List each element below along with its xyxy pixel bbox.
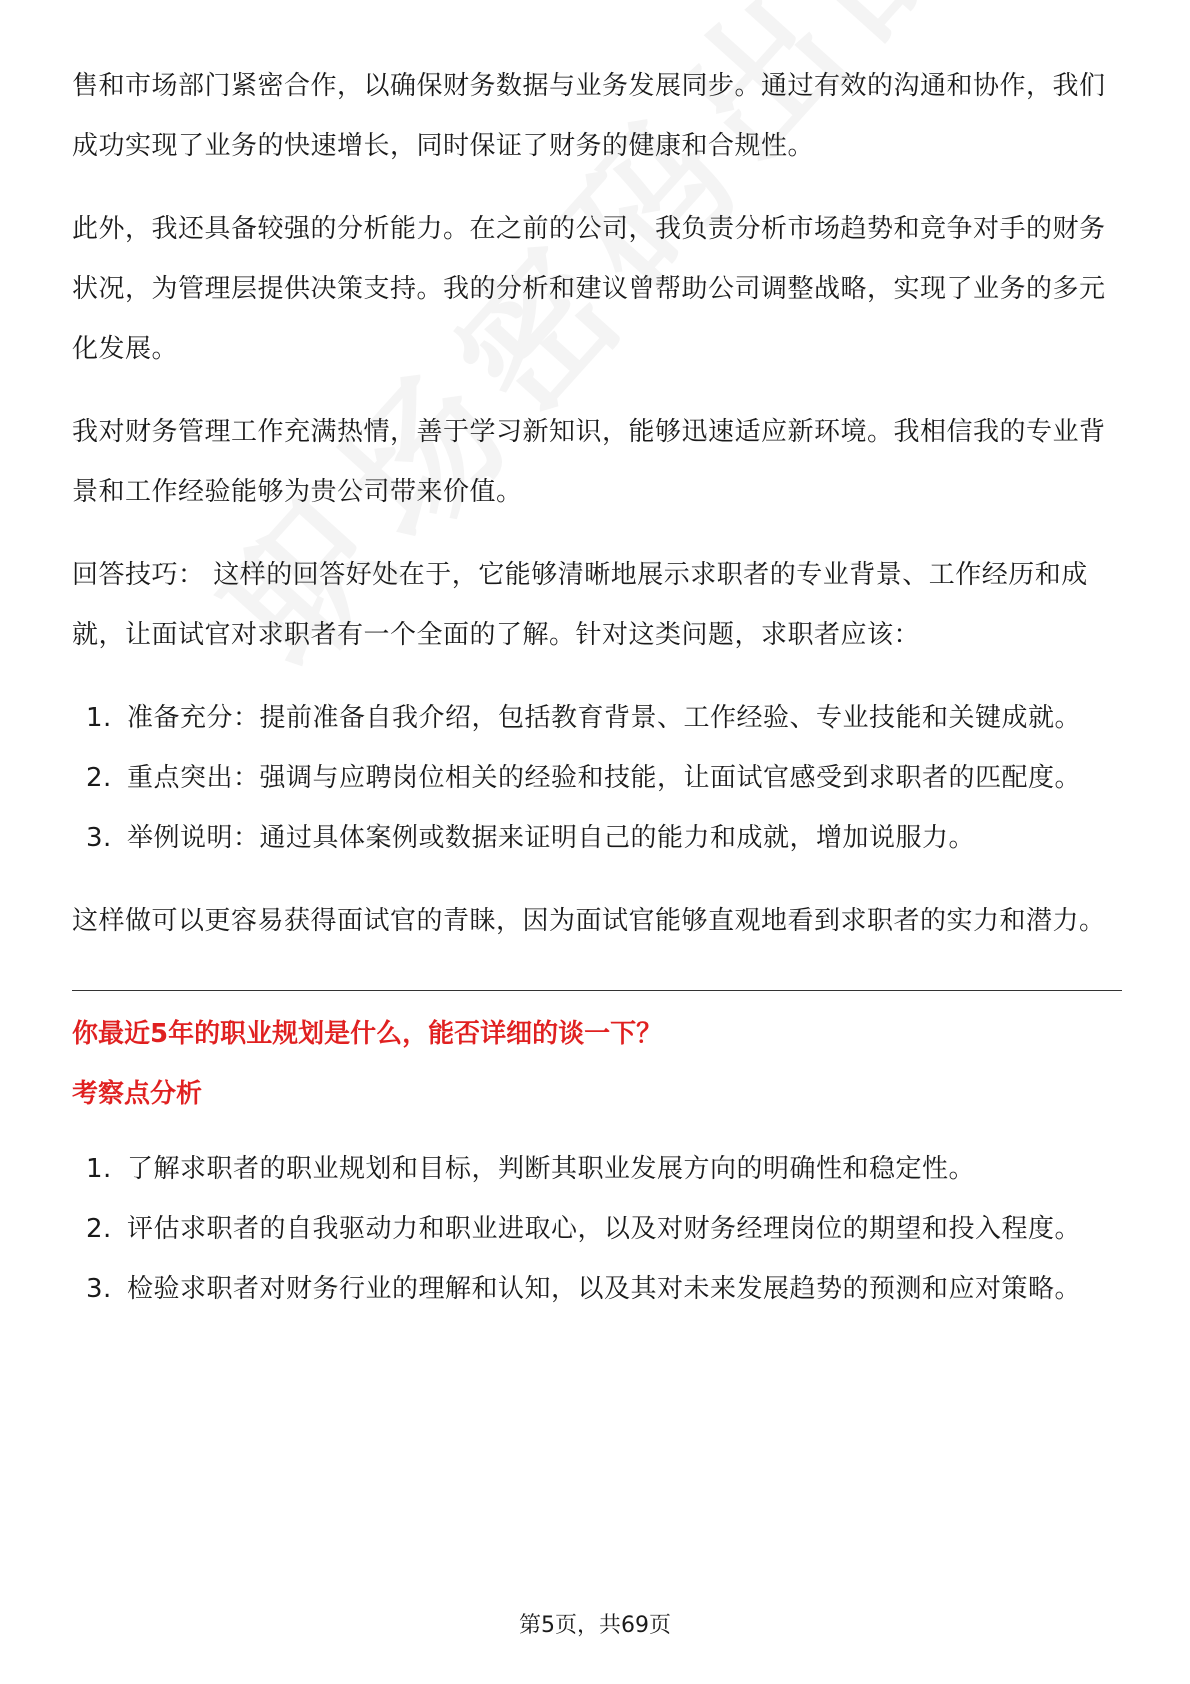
list-item: [72, 1139, 1122, 1199]
paragraph-analysis-ability: 此外，我还具备较强的分析能力。在之前的公司，我负责分析市场趋势和竞争对手的财务状况，为管理层提供决策支持。我的分析和建议曾帮助公司调整战略，实现了业务的多元化发展。: [72, 214, 1106, 364]
closing-paragraph: 这样做可以更容易获得面试官的青睐，因为面试官能够直观地看到求职者的实力和潜力。: [72, 906, 1106, 936]
list-number: 3.: [86, 823, 112, 853]
paragraph-passion: 我对财务管理工作充满热情，善于学习新知识，能够迅速适应新环境。我相信我的专业背景和工作经验能够为贵公司带来价值。: [72, 417, 1106, 507]
list-number: 1.: [86, 703, 112, 733]
list-item: [72, 1259, 1122, 1319]
list-item-text: 准备充分：提前准备自我介绍，包括教育背景、工作经验、专业技能和关键成就。: [127, 703, 1082, 733]
list-item-text: 了解求职者的职业规划和目标，判断其职业发展方向的明确性和稳定性。: [127, 1154, 976, 1184]
tips-list: [72, 688, 1122, 868]
list-item-text: 评估求职者的自我驱动力和职业进取心，以及对财务经理岗位的期望和投入程度。: [127, 1214, 1082, 1244]
page-footer: 第5页，共69页: [519, 1613, 671, 1638]
list-number: 2.: [86, 1214, 112, 1244]
analysis-title: 考察点分析: [72, 1079, 203, 1109]
interview-question: 你最近5年的职业规划是什么，能否详细的谈一下？: [72, 1019, 663, 1049]
list-number: 1.: [86, 1154, 112, 1184]
list-item-text: 检验求职者对财务行业的理解和认知，以及其对未来发展趋势的预测和应对策略。: [127, 1274, 1082, 1304]
list-item: [72, 808, 1122, 868]
paragraph-collaboration: 售和市场部门紧密合作，以确保财务数据与业务发展同步。通过有效的沟通和协作，我们成功实现了业务的快速增长，同时保证了财务的健康和合规性。: [72, 71, 1106, 161]
list-item-text: 举例说明：通过具体案例或数据来证明自己的能力和成就，增加说服力。: [127, 823, 976, 853]
paragraph-answer-tips: 回答技巧： 这样的回答好处在于，它能够清晰地展示求职者的专业背景、工作经历和成就，让面试官对求职者有一个全面的了解。针对这类问题，求职者应该：: [72, 560, 1088, 650]
page-content: [72, 56, 1122, 1342]
list-item: [72, 748, 1122, 808]
list-item-text: 重点突出：强调与应聘岗位相关的经验和技能，让面试官感受到求职者的匹配度。: [127, 763, 1082, 793]
list-number: 2.: [86, 763, 112, 793]
section-divider: [72, 990, 1122, 991]
list-number: 3.: [86, 1274, 112, 1304]
analysis-list: [72, 1139, 1122, 1319]
list-item: [72, 1199, 1122, 1259]
list-item: [72, 688, 1122, 748]
